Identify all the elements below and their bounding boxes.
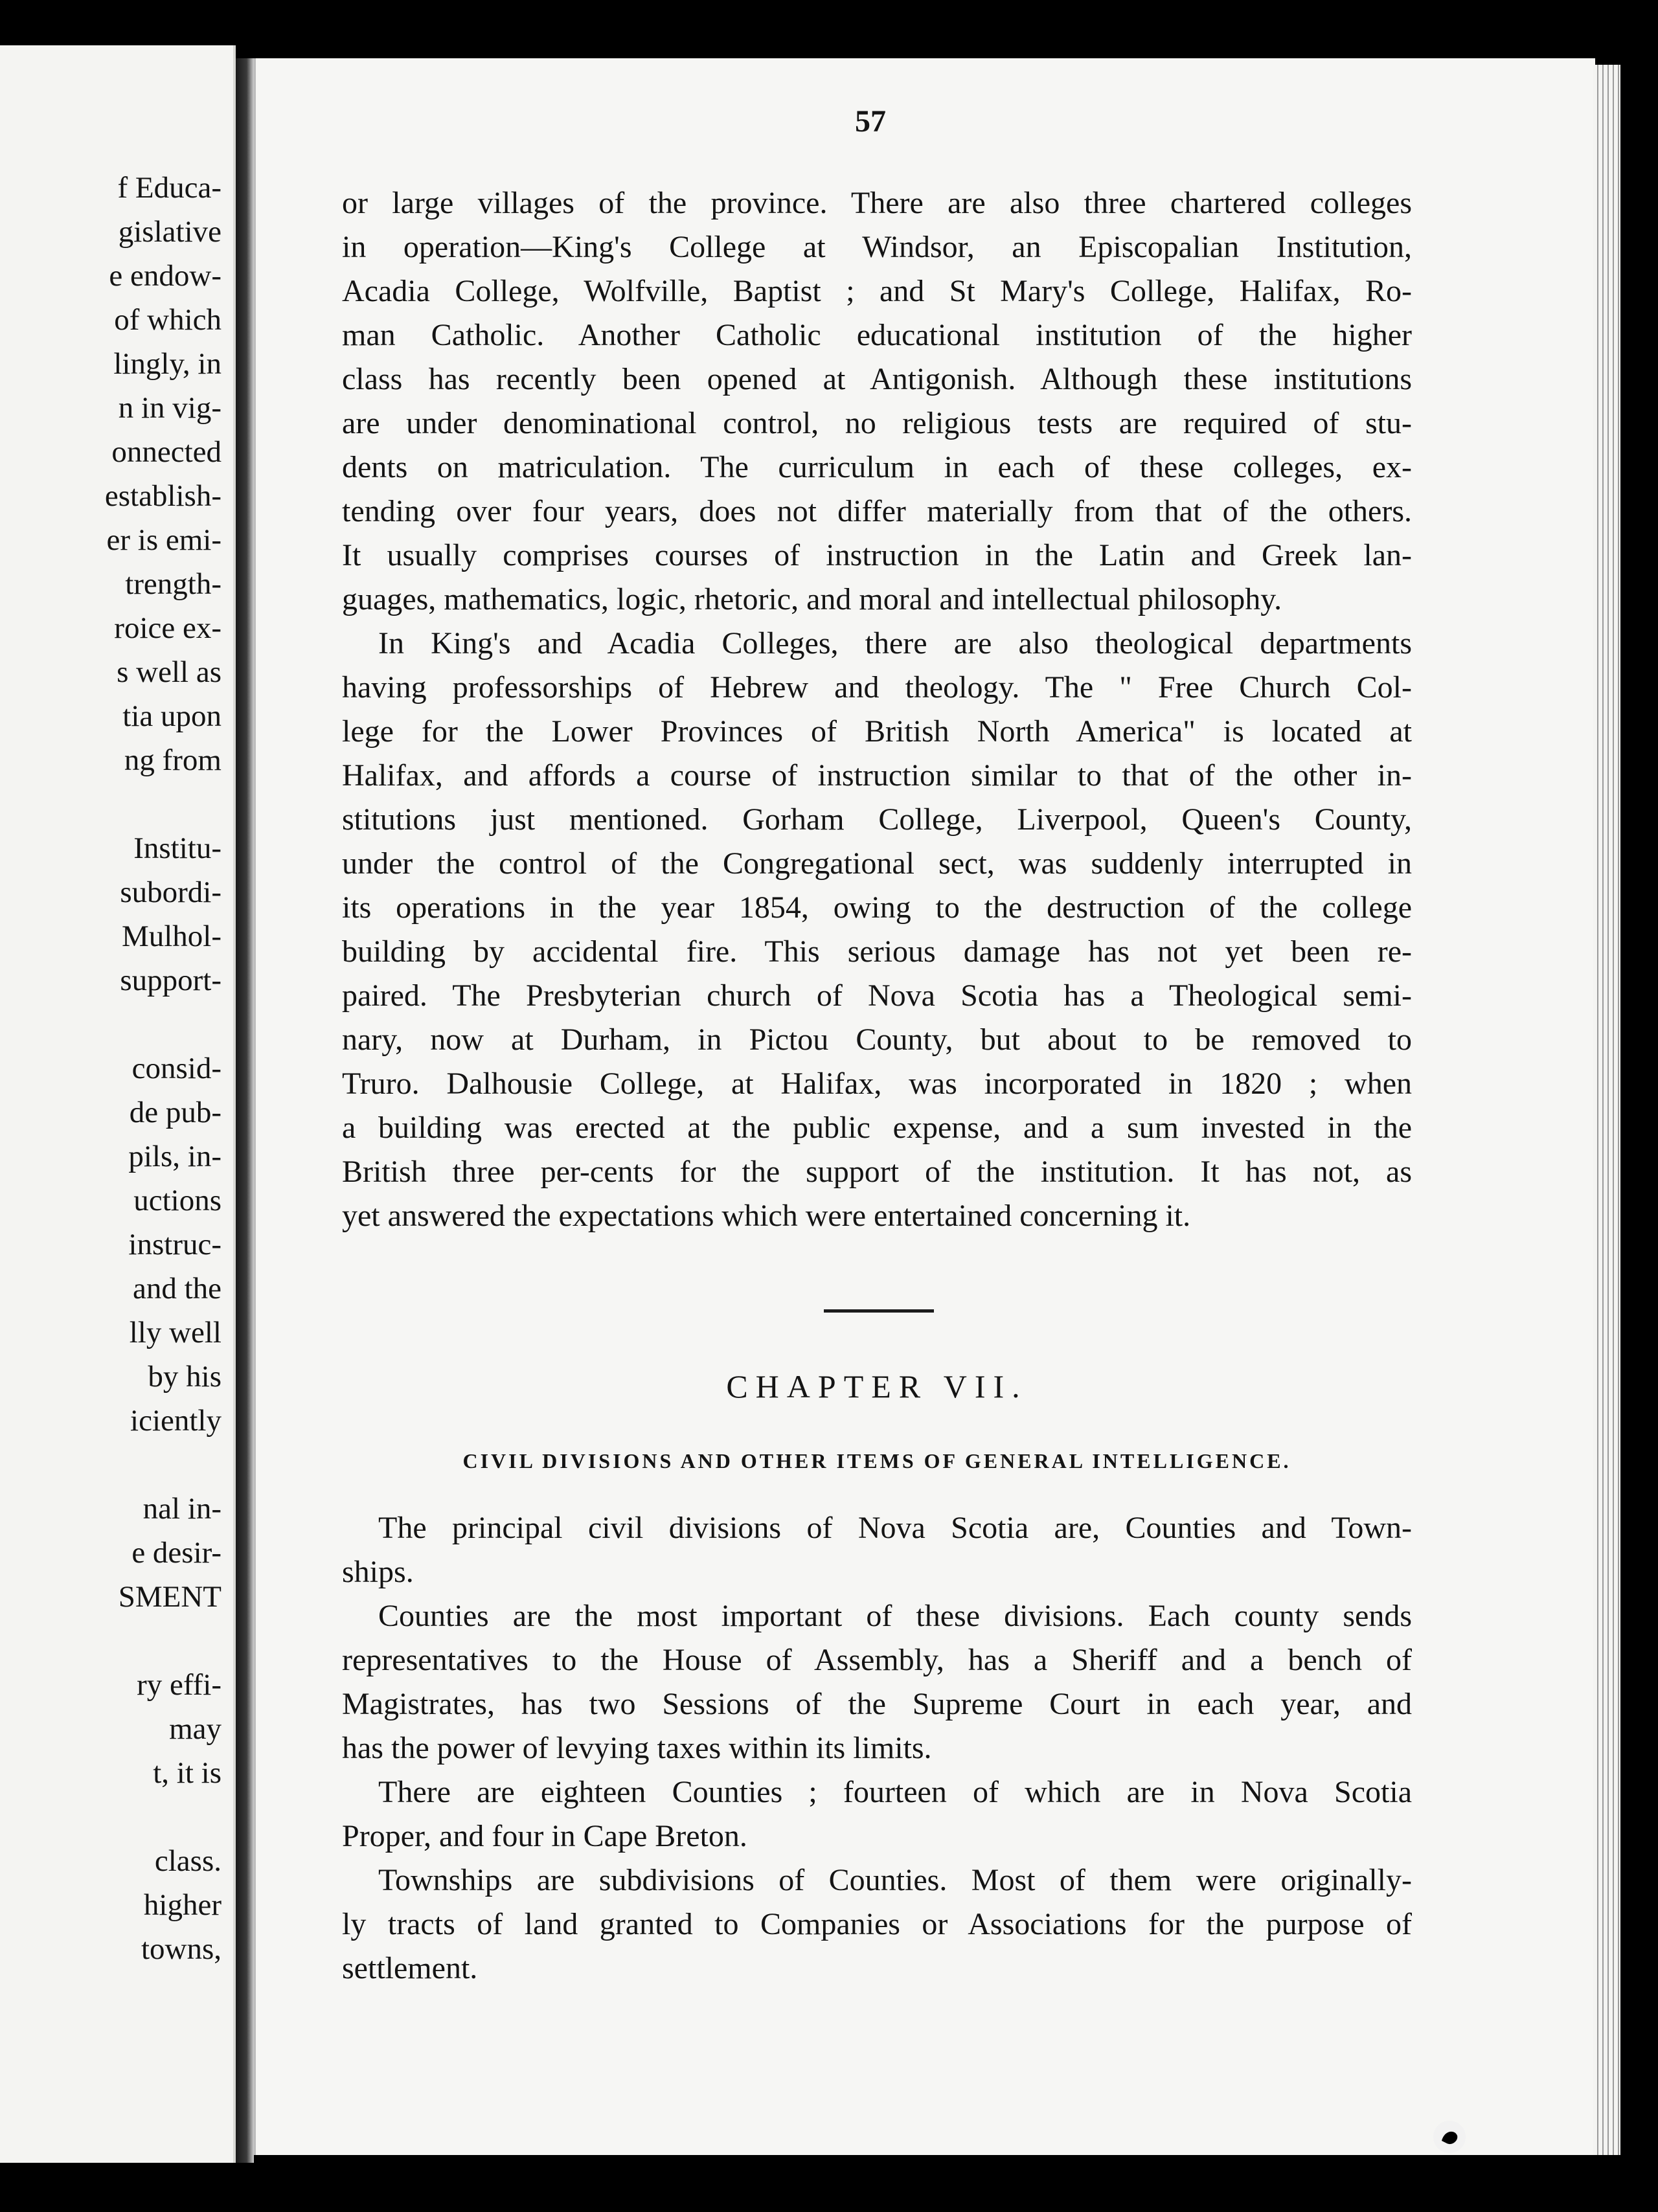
paragraph bbox=[342, 622, 1412, 1238]
text-line: In King's and Acadia Colleges, there are also theological departments bbox=[378, 626, 1412, 660]
left-page-line: onnected bbox=[111, 435, 221, 469]
text-line: It usually comprises courses of instruction in the Latin and Greek lan- bbox=[342, 538, 1412, 572]
paragraph bbox=[342, 181, 1412, 622]
text-line: having professorships of Hebrew and theology. The " Free Church Col- bbox=[342, 670, 1412, 705]
left-page-line: by his bbox=[148, 1360, 221, 1394]
left-page-line: roice ex- bbox=[114, 611, 221, 645]
left-page-line: iciently bbox=[130, 1404, 221, 1438]
left-page-line: s well as bbox=[117, 655, 221, 689]
paragraph bbox=[342, 1770, 1412, 1858]
library-stamp-icon bbox=[1430, 2117, 1469, 2156]
text-line: yet answered the expectations which were entertained concerning it. bbox=[342, 1199, 1191, 1233]
left-page-line: SMENT bbox=[118, 1580, 221, 1614]
text-line: class has recently been opened at Antigonish. Although these institutions bbox=[342, 362, 1412, 396]
text-line: settlement. bbox=[342, 1951, 478, 1985]
left-page-line: uctions bbox=[133, 1184, 221, 1217]
left-page-line: higher bbox=[143, 1888, 221, 1922]
left-page-line: f Educa- bbox=[117, 171, 221, 205]
paragraph bbox=[342, 1594, 1412, 1770]
left-page-line: subordi- bbox=[120, 875, 221, 909]
left-page-line: Mulhol- bbox=[121, 920, 221, 953]
chapter-title: CHAPTER VII. bbox=[726, 1368, 1028, 1405]
left-page-line: support- bbox=[120, 964, 221, 997]
left-page bbox=[0, 45, 236, 2163]
left-page-line: pils, in- bbox=[128, 1140, 221, 1173]
body-text-top bbox=[342, 181, 1412, 1238]
left-page-line: consid- bbox=[131, 1052, 221, 1085]
left-page-line: e endow- bbox=[109, 259, 221, 293]
text-line: ships. bbox=[342, 1555, 414, 1589]
left-page-line: ry effi- bbox=[137, 1668, 221, 1702]
left-page-line: nal in- bbox=[142, 1492, 221, 1526]
text-line: has the power of levying taxes within its limits. bbox=[342, 1731, 932, 1765]
text-line: Acadia College, Wolfville, Baptist ; and St Mary's College, Halifax, Ro- bbox=[342, 274, 1412, 308]
text-line: There are eighteen Counties ; fourteen of which are in Nova Scotia bbox=[378, 1775, 1412, 1809]
left-page-line: class. bbox=[154, 1844, 221, 1878]
text-line: nary, now at Durham, in Pictou County, but about to be removed to bbox=[342, 1022, 1412, 1057]
left-page-line: ng from bbox=[124, 743, 221, 777]
text-line: guages, mathematics, logic, rhetoric, and moral and intellectual philosophy. bbox=[342, 582, 1282, 616]
left-page-line: n in vig- bbox=[118, 391, 221, 425]
text-line: dents on matriculation. The curriculum in each of these colleges, ex- bbox=[342, 450, 1412, 484]
book-gutter bbox=[236, 58, 254, 2163]
text-line: under the control of the Congregational sect, was suddenly interrupted in bbox=[342, 846, 1412, 881]
text-line: Halifax, and affords a course of instruction similar to that of the other in- bbox=[342, 758, 1412, 793]
page-number: 57 bbox=[855, 104, 886, 139]
left-page-line: Institu- bbox=[133, 831, 221, 865]
left-page-line: may bbox=[169, 1712, 221, 1746]
page-edges bbox=[1593, 65, 1620, 2155]
left-page-line: of which bbox=[114, 303, 221, 337]
text-line: Proper, and four in Cape Breton. bbox=[342, 1819, 747, 1853]
text-line: The principal civil divisions of Nova Scotia are, Counties and Town- bbox=[378, 1511, 1412, 1545]
left-page-line: towns, bbox=[141, 1932, 221, 1966]
text-line: paired. The Presbyterian church of Nova Scotia has a Theological semi- bbox=[342, 978, 1412, 1013]
text-line: are under denominational control, no religious tests are required of stu- bbox=[342, 406, 1412, 440]
left-page-line: gislative bbox=[118, 215, 221, 249]
left-page-line: trength- bbox=[125, 567, 221, 601]
text-line: lege for the Lower Provinces of British North America" is located at bbox=[342, 714, 1412, 749]
section-divider bbox=[824, 1309, 934, 1313]
text-line: or large villages of the province. There are also three chartered colleges bbox=[342, 186, 1412, 220]
text-line: stitutions just mentioned. Gorham College, Liverpool, Queen's County, bbox=[342, 802, 1412, 837]
left-page-line: lingly, in bbox=[113, 347, 221, 381]
body-text-bottom bbox=[342, 1506, 1412, 1991]
text-line: ly tracts of land granted to Companies or Associations for the purpose of bbox=[342, 1907, 1412, 1941]
left-page-line: instruc- bbox=[128, 1228, 221, 1261]
text-line: its operations in the year 1854, owing to the destruction of the college bbox=[342, 890, 1412, 925]
paragraph bbox=[342, 1858, 1412, 1991]
text-line: Magistrates, has two Sessions of the Supreme Court in each year, and bbox=[342, 1687, 1412, 1721]
text-line: tending over four years, does not differ materially from that of the others. bbox=[342, 494, 1412, 528]
chapter-subtitle: CIVIL DIVISIONS AND OTHER ITEMS OF GENERAL INTELLIGENCE. bbox=[462, 1449, 1291, 1473]
left-page-line: lly well bbox=[129, 1316, 221, 1349]
text-line: Townships are subdivisions of Counties. Most of them were originally- bbox=[378, 1863, 1412, 1897]
paragraph bbox=[342, 1506, 1412, 1594]
text-line: a building was erected at the public expense, and a sum invested in the bbox=[342, 1111, 1412, 1145]
left-page-line: tia upon bbox=[122, 699, 221, 733]
text-line: representatives to the House of Assembly, has a Sheriff and a bench of bbox=[342, 1643, 1412, 1677]
left-page-line: de pub- bbox=[129, 1096, 221, 1129]
text-line: building by accidental fire. This serious damage has not yet been re- bbox=[342, 934, 1412, 969]
text-line: Counties are the most important of these divisions. Each county sends bbox=[378, 1599, 1412, 1633]
text-line: British three per-cents for the support of the institution. It has not, as bbox=[342, 1155, 1412, 1189]
left-page-line: t, it is bbox=[153, 1756, 221, 1790]
text-line: man Catholic. Another Catholic educational institution of the higher bbox=[342, 318, 1412, 352]
text-line: Truro. Dalhousie College, at Halifax, was incorporated in 1820 ; when bbox=[342, 1066, 1412, 1101]
left-page-line: establish- bbox=[104, 479, 221, 513]
left-page-line: and the bbox=[132, 1272, 221, 1305]
left-page-line: e desir- bbox=[131, 1536, 221, 1570]
left-page-line: er is emi- bbox=[106, 523, 221, 557]
text-line: in operation—King's College at Windsor, an Episcopalian Institution, bbox=[342, 230, 1412, 264]
